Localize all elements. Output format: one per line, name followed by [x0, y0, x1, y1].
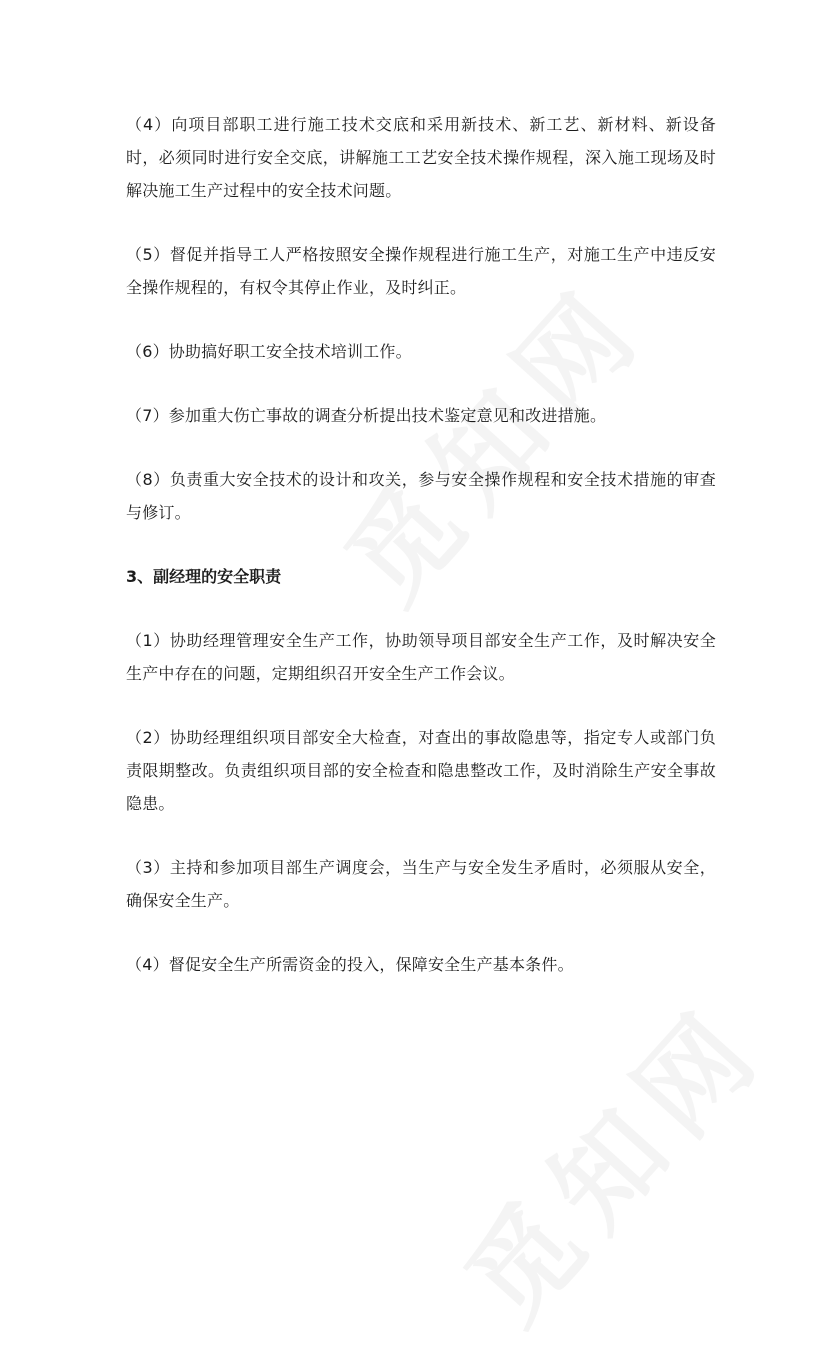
paragraph: （7）参加重大伤亡事故的调查分析提出技术鉴定意见和改进措施。 — [126, 406, 607, 425]
paragraph: （1）协助经理管理安全生产工作，协助领导项目部安全生产工作，及时解决安全生产中存在的问题，定期组织召开安全生产工作会议。 — [126, 631, 716, 683]
paragraph: （6）协助搞好职工安全技术培训工作。 — [126, 342, 412, 361]
document-body — [126, 108, 716, 1012]
section-heading: 3、副经理的安全职责 — [126, 567, 282, 586]
paragraph: （3）主持和参加项目部生产调度会，当生产与安全发生矛盾时，必须服从安全，确保安全生产。 — [126, 858, 716, 910]
paragraph: （5）督促并指导工人严格按照安全操作规程进行施工生产，对施工生产中违反安全操作规程的，有权令其停止作业，及时纠正。 — [126, 245, 716, 297]
paragraph: （8）负责重大安全技术的设计和攻关，参与安全操作规程和安全技术措施的审查与修订。 — [126, 470, 716, 522]
paragraph: （2）协助经理组织项目部安全大检查，对查出的事故隐患等，指定专人或部门负责限期整改。负责组织项目部的安全检查和隐患整改工作，及时消除生产安全事故隐患。 — [126, 728, 716, 813]
watermark — [425, 965, 793, 1350]
paragraph: （4）督促安全生产所需资金的投入，保障安全生产基本条件。 — [126, 955, 574, 974]
paragraph: （4）向项目部职工进行施工技术交底和采用新技术、新工艺、新材料、新设备时，必须同时进行安全交底，讲解施工工艺安全技术操作规程，深入施工现场及时解决施工生产过程中的安全技术问题。 — [126, 115, 716, 200]
